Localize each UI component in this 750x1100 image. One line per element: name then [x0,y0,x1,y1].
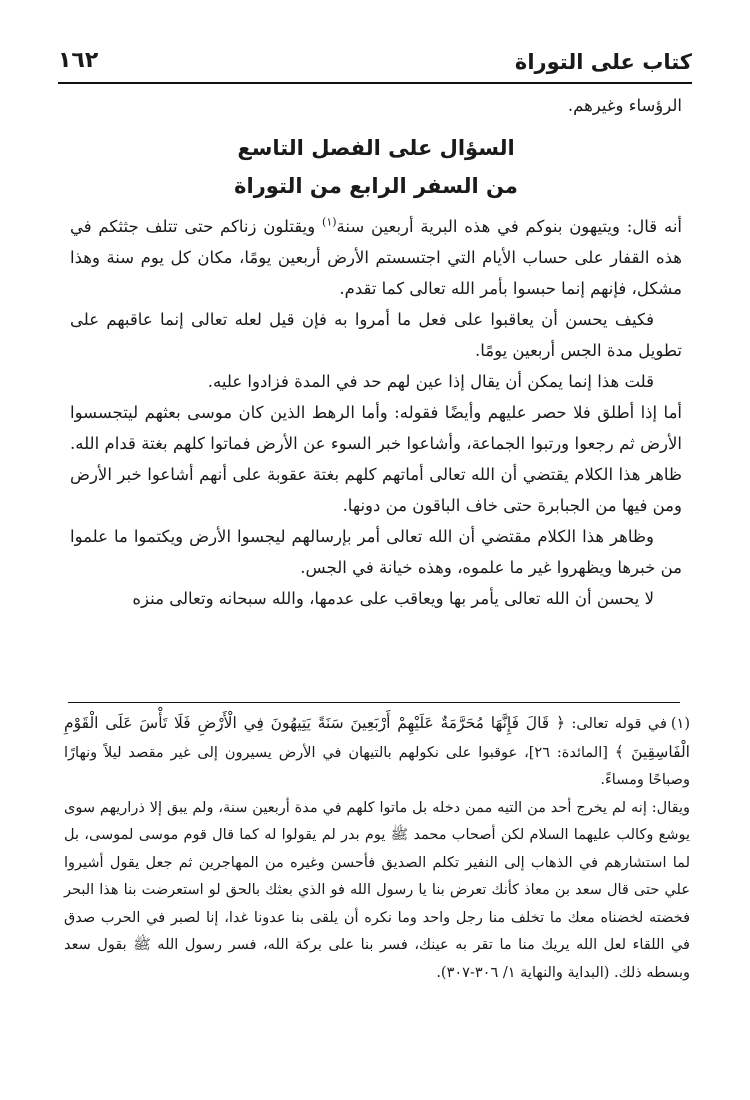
paragraph-3: قلت هذا إنما يمكن أن يقال إذا عين لهم حد في المدة فزادوا عليه. [207,372,654,391]
quran-verse: ﴿ قَالَ فَإِنَّهَا مُحَرَّمَةٌ عَلَيْهِمْ أَرْبَعِينَ سَنَةً يَتِيهُونَ فِي الْأَرْضِ فَلَا تَأْسَ عَلَى الْقَوْمِ الْفَاسِقِينَ ﴾ [64,714,690,761]
running-head-title: كتاب على التوراة [514,50,692,74]
main-text [70,90,682,614]
footnote-1-marker: (١) [670,716,691,732]
footnote-1-rest: [المائدة: ٢٦]، عوقبوا على نكولهم بالتيهان في الأرض يسيرون إلى غير مقصد ليلاً ونهارًا وصباحًا ومساءً. [64,744,690,788]
paragraph-6: لا يحسن أن الله تعالى يأمر بها ويعاقب على عدمها، والله سبحانه وتعالى منزه [132,589,654,608]
paragraph-5: وظاهر هذا الكلام مقتضي أن الله تعالى أمر بإرسالهم ليجسوا الأرض ويكتموا ما علموا من خبرها ويظهروا غير ما علموه، وهذه خيانة في الجس. [70,527,682,577]
heading-line-2: من السفر الرابع من التوراة [234,174,518,198]
paragraph-1-start: أنه قال: ويتيهون بنوكم في هذه البرية أربعين سنة [336,217,682,236]
footnotes [64,710,690,987]
footnote-1 [64,710,690,795]
page-number: ١٦٢ [58,48,99,73]
paragraph-4: أما إذا أطلق فلا حصر عليهم وأيضًا فقوله: وأما الرهط الذين كان موسى بعثهم ليتجسسوا الأرض ثم رجعوا ورتبوا الجماعة، وأشاعوا خبر السوء عن الأرض فماتوا كلهم بغتة قدام الله. ظاهر هذا الكلام يقتضي أن الله تعالى أماتهم كلهم بغتة عقوبة على أنهم أشاعوا خبر الأرض ومن فيها من الجبابرة حتى خاف الباقون من دونها. [70,403,682,515]
footnote-2: ويقال: إنه لم يخرج أحد من التيه ممن دخله بل ماتوا كلهم في مدة أربعين سنة، ولم يبق إلا ذراريهم سوى يوشع وكالب عليهما السلام لكن أصحاب محمد ﷺ يوم بدر لم يقولوا له كما قال قوم موسى لموسى، بل لما استشارهم في الذهاب إلى النفير تكلم الصديق فأحسن وغيره من المهاجرين ثم جعل يقول أشيروا علي حتى قال سعد بن معاذ كأنك تعرض بنا يا رسول الله فو الذي بعثك بالحق لو استعرضت بنا هذا البحر فخضته لخضناه معك ما تخلف منا رجل واحد وما نكره أن يلقى بنا عدونا غدا، إنا لصبر في الحرب صدق في اللقاء لعل الله يريك منا ما تقر به عينك، فسر بنا على بركة الله، فسر رسول الله ﷺ بقول سعد وبسطه ذلك. (البداية والنهاية ١/ ٣٠٦-٣٠٧). [64,799,690,981]
footnote-divider [68,702,680,703]
paragraph-1-end: ويقتلون زناكم حتى تتلف جثثكم في هذه القفار على حساب الأيام التي اجتسستم الأرض أربعين يومًا، مكان كل يوم سنة وهذا مشكل، فإنهم إنما حبسوا بأمر الله تعالى كما تقدم. [70,217,682,298]
section-heading [70,129,682,205]
paragraph-2: فكيف يحسن أن يعاقبوا على فعل ما أمروا به فإن قيل لعله تعالى إنما عاقبهم على تطويل مدة الجس أربعين يومًا. [70,310,682,360]
paragraph-1 [70,211,682,304]
footnote-1-intro: في قوله تعالى: [565,716,667,732]
footnote-reference: (١) [322,215,337,229]
opening-line: الرؤساء وغيرهم. [567,96,682,115]
heading-line-1: السؤال على الفصل التاسع [237,136,515,160]
running-head [58,46,692,84]
